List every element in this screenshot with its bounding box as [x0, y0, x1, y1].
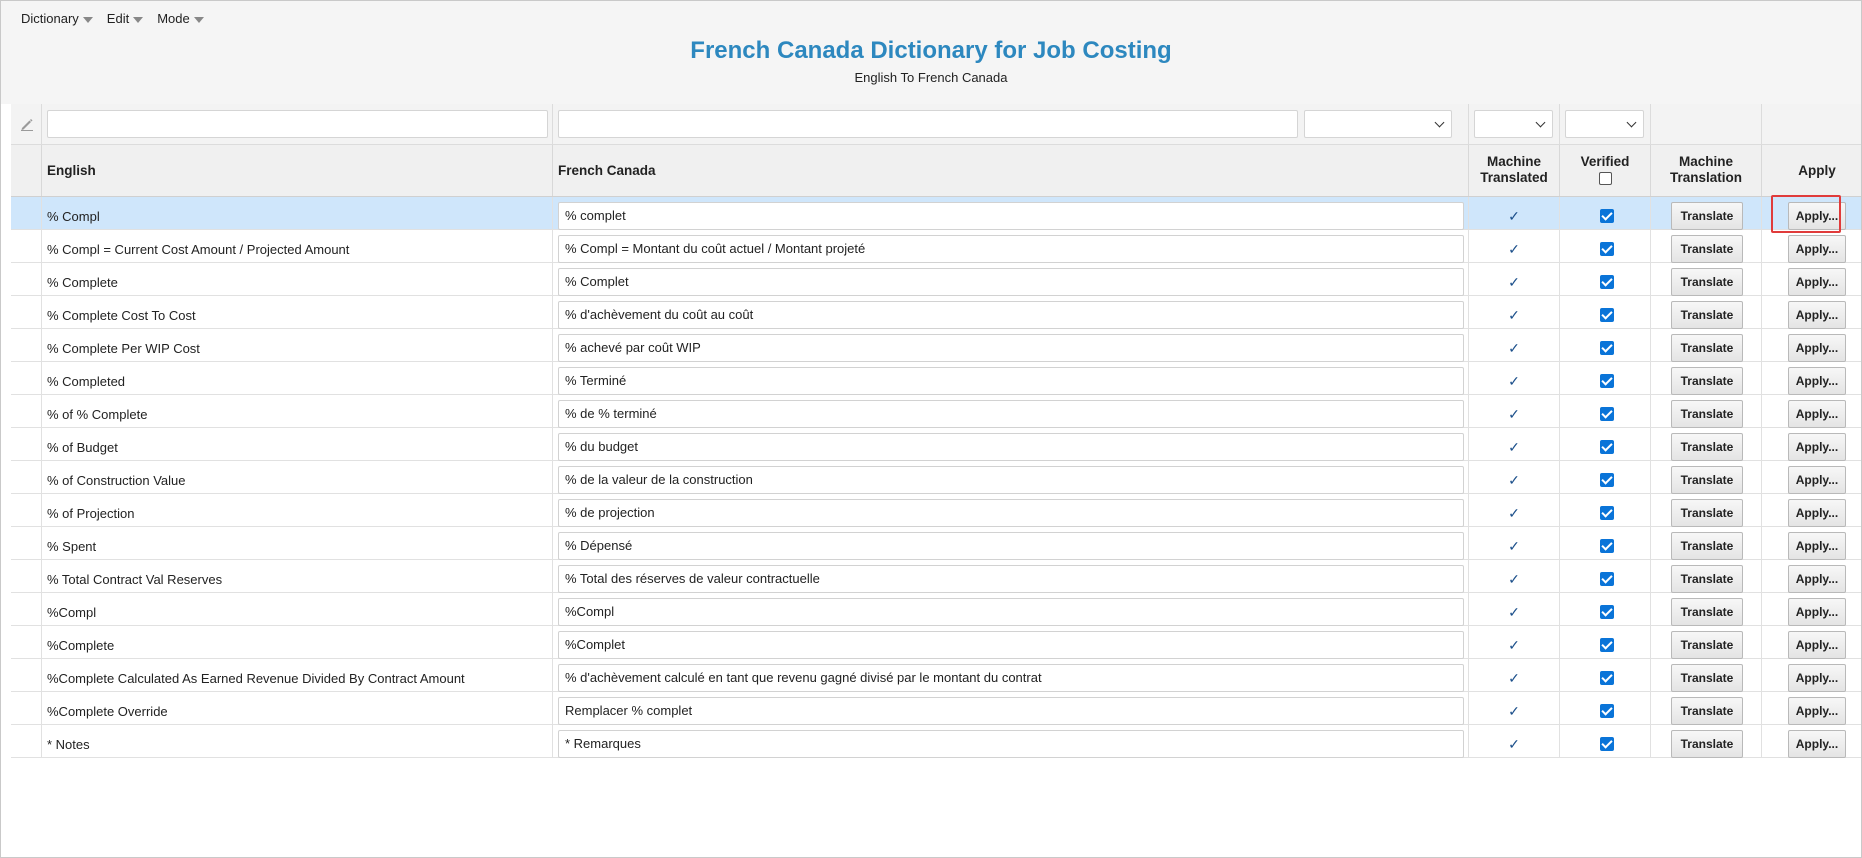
- english-term: % Completed: [47, 374, 126, 389]
- english-cell: [42, 230, 553, 262]
- english-term: % of Budget: [47, 440, 118, 455]
- english-term: % of % Complete: [47, 407, 148, 422]
- machine-translation-cell: [1651, 659, 1762, 691]
- machine-translated-cell: [1469, 527, 1560, 559]
- english-cell: [42, 296, 553, 328]
- table-row[interactable]: [11, 197, 1861, 230]
- machine-translated-cell: [1469, 494, 1560, 526]
- row-selector[interactable]: [11, 560, 42, 592]
- french-cell: [553, 494, 1469, 526]
- english-term: %Complete: [47, 638, 115, 653]
- english-cell: [42, 659, 553, 691]
- english-term: % Complete Cost To Cost: [47, 308, 196, 323]
- verified-cell: [1560, 593, 1651, 625]
- french-cell: [553, 329, 1469, 361]
- check-mark-icon: ✓: [1508, 670, 1520, 686]
- chevron-down-icon: [1627, 118, 1637, 128]
- apply-cell: [1762, 263, 1862, 295]
- column-header-label: French Canada: [558, 163, 656, 178]
- apply-button[interactable]: Apply...: [1788, 268, 1846, 296]
- machine-translated-cell: [1469, 197, 1560, 229]
- header-line: Translation: [1669, 170, 1742, 185]
- english-cell: [42, 263, 553, 295]
- verified-cell: [1560, 692, 1651, 724]
- verified-cell: [1560, 362, 1651, 394]
- column-header-machine-translation[interactable]: [1651, 145, 1762, 196]
- caret-down-icon: [83, 17, 93, 23]
- apply-cell: [1762, 659, 1862, 691]
- row-selector[interactable]: [11, 626, 42, 658]
- french-cell: [553, 626, 1469, 658]
- machine-translated-cell: [1469, 230, 1560, 262]
- header-line: Machine: [1678, 154, 1733, 169]
- french-cell: [553, 461, 1469, 493]
- edit-cell: [11, 104, 42, 144]
- machine-translation-cell: [1651, 395, 1762, 427]
- row-selector[interactable]: [11, 428, 42, 460]
- row-selector[interactable]: [11, 362, 42, 394]
- french-cell: [553, 395, 1469, 427]
- apply-cell: [1762, 395, 1862, 427]
- row-selector[interactable]: [11, 692, 42, 724]
- header-line: Machine: [1486, 154, 1541, 169]
- check-mark-icon: ✓: [1508, 241, 1520, 257]
- verified-checkbox[interactable]: [1600, 506, 1614, 520]
- machine-translation-cell: [1651, 626, 1762, 658]
- apply-cell: [1762, 692, 1862, 724]
- table-row[interactable]: [11, 659, 1861, 692]
- check-mark-icon: ✓: [1508, 472, 1520, 488]
- verified-checkbox[interactable]: [1600, 605, 1614, 619]
- verified-cell: [1560, 197, 1651, 229]
- english-cell: [42, 560, 553, 592]
- french-translation-input[interactable]: % de projection: [558, 499, 1464, 527]
- english-cell: [42, 494, 553, 526]
- french-translation-input[interactable]: % Dépensé: [558, 532, 1464, 560]
- verified-cell: [1560, 428, 1651, 460]
- machine-translated-cell: [1469, 659, 1560, 691]
- french-cell: [553, 428, 1469, 460]
- french-cell: [553, 527, 1469, 559]
- french-translation-input[interactable]: Remplacer % complet: [558, 697, 1464, 725]
- english-cell: [42, 725, 553, 757]
- menu-mode[interactable]: [157, 11, 204, 26]
- machine-translation-cell: [1651, 494, 1762, 526]
- row-selector[interactable]: [11, 494, 42, 526]
- filter-row: [11, 104, 1861, 145]
- table-row[interactable]: [11, 692, 1861, 725]
- menu-dictionary[interactable]: [21, 11, 93, 26]
- apply-button[interactable]: Apply...: [1788, 631, 1846, 659]
- french-filter-cell: [553, 104, 1469, 144]
- row-selector[interactable]: [11, 659, 42, 691]
- apply-button[interactable]: Apply...: [1788, 499, 1846, 527]
- apply-cell: [1762, 527, 1862, 559]
- machine-translated-cell: [1469, 296, 1560, 328]
- verified-checkbox[interactable]: [1600, 308, 1614, 322]
- apply-cell: [1762, 593, 1862, 625]
- apply-button[interactable]: Apply...: [1788, 334, 1846, 362]
- translate-button[interactable]: Translate: [1671, 499, 1743, 527]
- apply-button[interactable]: Apply...: [1788, 301, 1846, 329]
- apply-button[interactable]: Apply...: [1788, 565, 1846, 593]
- machine-translated-cell: [1469, 560, 1560, 592]
- column-header-row: [11, 145, 1861, 197]
- machine-translated-filter-select[interactable]: [1474, 110, 1553, 138]
- english-term: % Compl: [47, 209, 100, 224]
- machine-translation-cell: [1651, 428, 1762, 460]
- table-row[interactable]: [11, 494, 1861, 527]
- apply-button[interactable]: Apply...: [1788, 532, 1846, 560]
- machine-translated-cell: [1469, 263, 1560, 295]
- menu-label: Dictionary: [21, 11, 79, 26]
- table-row[interactable]: [11, 428, 1861, 461]
- verified-checkbox[interactable]: [1600, 539, 1614, 553]
- row-selector[interactable]: [11, 296, 42, 328]
- machine-translation-filter-cell: [1651, 104, 1762, 144]
- translate-button[interactable]: Translate: [1671, 466, 1743, 494]
- verified-cell: [1560, 659, 1651, 691]
- french-translation-input[interactable]: % achevé par coût WIP: [558, 334, 1464, 362]
- header-line: Verified: [1580, 154, 1630, 169]
- table-row[interactable]: [11, 560, 1861, 593]
- french-translation-input[interactable]: % complet: [558, 202, 1464, 230]
- translate-button[interactable]: Translate: [1671, 268, 1743, 296]
- english-term: % of Construction Value: [47, 473, 186, 488]
- machine-translation-cell: [1651, 692, 1762, 724]
- pencil-icon[interactable]: [20, 117, 34, 131]
- english-cell: [42, 395, 553, 427]
- english-cell: [42, 626, 553, 658]
- machine-translation-cell: [1651, 560, 1762, 592]
- menu-label: Mode: [157, 11, 190, 26]
- menu-bar: [21, 11, 204, 26]
- table-row[interactable]: [11, 527, 1861, 560]
- table-row[interactable]: [11, 329, 1861, 362]
- english-cell: [42, 593, 553, 625]
- row-selector[interactable]: [11, 395, 42, 427]
- check-mark-icon: ✓: [1508, 406, 1520, 422]
- check-mark-icon: ✓: [1508, 208, 1520, 224]
- apply-cell: [1762, 560, 1862, 592]
- table-row[interactable]: [11, 395, 1861, 428]
- english-filter-cell: [42, 104, 553, 144]
- row-selector[interactable]: [11, 329, 42, 361]
- french-cell: [553, 362, 1469, 394]
- check-mark-icon: ✓: [1508, 604, 1520, 620]
- caret-down-icon: [133, 17, 143, 23]
- french-translation-input[interactable]: % Compl = Montant du coût actuel / Montant projeté: [558, 235, 1464, 263]
- english-filter-input[interactable]: [47, 110, 548, 138]
- french-cell: [553, 593, 1469, 625]
- apply-button[interactable]: Apply...: [1788, 598, 1846, 626]
- apply-cell: [1762, 626, 1862, 658]
- translate-button[interactable]: Translate: [1671, 235, 1743, 263]
- apply-button[interactable]: Apply...: [1788, 433, 1846, 461]
- french-translation-input[interactable]: * Remarques: [558, 730, 1464, 758]
- apply-button[interactable]: Apply...: [1788, 664, 1846, 692]
- table-row[interactable]: [11, 593, 1861, 626]
- chevron-down-icon: [1435, 118, 1445, 128]
- header-line: Translated: [1480, 170, 1548, 185]
- verify-all-checkbox[interactable]: [1599, 172, 1612, 185]
- english-cell: [42, 461, 553, 493]
- column-header-label: Apply: [1798, 163, 1836, 178]
- translate-button[interactable]: Translate: [1671, 400, 1743, 428]
- caret-down-icon: [194, 17, 204, 23]
- verified-cell: [1560, 263, 1651, 295]
- row-selector[interactable]: [11, 461, 42, 493]
- verified-checkbox[interactable]: [1600, 209, 1614, 223]
- table-row[interactable]: [11, 461, 1861, 494]
- machine-translated-cell: [1469, 461, 1560, 493]
- english-term: % Spent: [47, 539, 97, 554]
- column-header-label: English: [47, 163, 96, 178]
- english-cell: [42, 197, 553, 229]
- english-term: %Complete Override: [47, 704, 168, 719]
- machine-translated-cell: [1469, 692, 1560, 724]
- verified-cell: [1560, 626, 1651, 658]
- verified-cell: [1560, 296, 1651, 328]
- english-cell: [42, 692, 553, 724]
- machine-translated-cell: [1469, 428, 1560, 460]
- translate-button[interactable]: Translate: [1671, 631, 1743, 659]
- english-term: %Complete Calculated As Earned Revenue Divided By Contract Amount: [47, 671, 465, 686]
- machine-translation-cell: [1651, 593, 1762, 625]
- machine-translation-cell: [1651, 725, 1762, 757]
- verified-cell: [1560, 527, 1651, 559]
- check-mark-icon: ✓: [1508, 439, 1520, 455]
- check-mark-icon: ✓: [1508, 736, 1520, 752]
- machine-translated-cell: [1469, 725, 1560, 757]
- english-cell: [42, 428, 553, 460]
- verified-checkbox[interactable]: [1600, 671, 1614, 685]
- machine-translated-cell: [1469, 362, 1560, 394]
- english-cell: [42, 527, 553, 559]
- row-header-spacer: [11, 145, 42, 196]
- apply-button[interactable]: Apply...: [1788, 730, 1846, 758]
- apply-button[interactable]: Apply...: [1788, 697, 1846, 725]
- verified-cell: [1560, 461, 1651, 493]
- verified-cell: [1560, 230, 1651, 262]
- column-header-apply[interactable]: [1762, 145, 1862, 196]
- french-translation-input[interactable]: % Complet: [558, 268, 1464, 296]
- french-translation-input[interactable]: % d'achèvement calculé en tant que revenu gagné divisé par le montant du contrat: [558, 664, 1464, 692]
- french-translation-input[interactable]: % de la valeur de la construction: [558, 466, 1464, 494]
- french-cell: [553, 725, 1469, 757]
- verified-checkbox[interactable]: [1600, 374, 1614, 388]
- verified-checkbox[interactable]: [1600, 638, 1614, 652]
- chevron-down-icon: [1536, 118, 1546, 128]
- french-translation-input[interactable]: % Total des réserves de valeur contractuelle: [558, 565, 1464, 593]
- page-header: [1, 1, 1861, 104]
- row-selector[interactable]: [11, 725, 42, 757]
- check-mark-icon: ✓: [1508, 505, 1520, 521]
- check-mark-icon: ✓: [1508, 571, 1520, 587]
- column-header-machine-translated[interactable]: [1469, 145, 1560, 196]
- machine-translation-cell: [1651, 527, 1762, 559]
- apply-button[interactable]: Apply...: [1788, 466, 1846, 494]
- verified-checkbox[interactable]: [1600, 407, 1614, 421]
- english-term: % of Projection: [47, 506, 135, 521]
- translate-button[interactable]: Translate: [1671, 202, 1743, 230]
- row-selector[interactable]: [11, 593, 42, 625]
- apply-cell: [1762, 461, 1862, 493]
- french-filter-input[interactable]: [558, 110, 1298, 138]
- menu-label: Edit: [106, 11, 130, 26]
- apply-button[interactable]: Apply...: [1788, 400, 1846, 428]
- verified-cell: [1560, 329, 1651, 361]
- machine-translated-cell: [1469, 329, 1560, 361]
- verified-checkbox[interactable]: [1600, 242, 1614, 256]
- apply-cell: [1762, 230, 1862, 262]
- machine-translation-cell: [1651, 263, 1762, 295]
- french-cell: [553, 296, 1469, 328]
- french-translation-input[interactable]: %Complet: [558, 631, 1464, 659]
- machine-translation-cell: [1651, 329, 1762, 361]
- check-mark-icon: ✓: [1508, 340, 1520, 356]
- french-cell: [553, 692, 1469, 724]
- check-mark-icon: ✓: [1508, 274, 1520, 290]
- row-selector[interactable]: [11, 230, 42, 262]
- apply-cell: [1762, 329, 1862, 361]
- apply-filter-cell: [1762, 104, 1862, 144]
- verified-checkbox[interactable]: [1600, 275, 1614, 289]
- apply-cell: [1762, 428, 1862, 460]
- row-selector[interactable]: [11, 263, 42, 295]
- translate-button[interactable]: Translate: [1671, 334, 1743, 362]
- translate-button[interactable]: Translate: [1671, 697, 1743, 725]
- translate-button[interactable]: Translate: [1671, 433, 1743, 461]
- machine-translation-cell: [1651, 230, 1762, 262]
- verified-checkbox[interactable]: [1600, 440, 1614, 454]
- column-header-label: [1469, 154, 1559, 186]
- column-header-label: [1560, 154, 1650, 185]
- verified-cell: [1560, 725, 1651, 757]
- column-header-english[interactable]: [42, 145, 553, 196]
- french-filter-select[interactable]: [1304, 110, 1452, 138]
- translate-button[interactable]: Translate: [1671, 301, 1743, 329]
- french-cell: [553, 659, 1469, 691]
- machine-translated-cell: [1469, 395, 1560, 427]
- table-row[interactable]: [11, 296, 1861, 329]
- menu-edit[interactable]: [107, 11, 143, 26]
- column-header-french[interactable]: [553, 145, 1469, 196]
- verified-cell: [1560, 395, 1651, 427]
- translate-button[interactable]: Translate: [1671, 598, 1743, 626]
- machine-translation-cell: [1651, 197, 1762, 229]
- machine-translation-cell: [1651, 296, 1762, 328]
- translate-button[interactable]: Translate: [1671, 664, 1743, 692]
- french-cell: [553, 197, 1469, 229]
- english-term: %Compl: [47, 605, 97, 620]
- apply-cell: [1762, 494, 1862, 526]
- column-header-label: [1651, 154, 1761, 186]
- english-term: % Total Contract Val Reserves: [47, 572, 223, 587]
- apply-cell: [1762, 296, 1862, 328]
- french-translation-input[interactable]: % Terminé: [558, 367, 1464, 395]
- check-mark-icon: ✓: [1508, 307, 1520, 323]
- english-term: % Compl = Current Cost Amount / Projected Amount: [47, 242, 350, 257]
- check-mark-icon: ✓: [1508, 373, 1520, 389]
- english-term: % Complete: [47, 275, 118, 290]
- french-cell: [553, 560, 1469, 592]
- french-cell: [553, 263, 1469, 295]
- verified-checkbox[interactable]: [1600, 572, 1614, 586]
- page-title: French Canada Dictionary for Job Costing: [690, 37, 1172, 64]
- apply-cell: [1762, 362, 1862, 394]
- french-translation-input[interactable]: % d'achèvement du coût au coût: [558, 301, 1464, 329]
- check-mark-icon: ✓: [1508, 703, 1520, 719]
- verified-checkbox[interactable]: [1600, 737, 1614, 751]
- apply-cell: [1762, 725, 1862, 757]
- translate-button[interactable]: Translate: [1671, 730, 1743, 758]
- machine-translation-cell: [1651, 461, 1762, 493]
- apply-button[interactable]: Apply...: [1788, 367, 1846, 395]
- verified-cell: [1560, 560, 1651, 592]
- page-subtitle: English To French Canada: [854, 70, 1008, 85]
- apply-button[interactable]: Apply...: [1788, 202, 1846, 230]
- french-translation-input[interactable]: % du budget: [558, 433, 1464, 461]
- verified-checkbox[interactable]: [1600, 704, 1614, 718]
- verified-checkbox[interactable]: [1600, 341, 1614, 355]
- table-row[interactable]: [11, 725, 1861, 758]
- table-row[interactable]: [11, 263, 1861, 296]
- machine-translated-filter-cell: [1469, 104, 1560, 144]
- table-row[interactable]: [11, 362, 1861, 395]
- table-row[interactable]: [11, 626, 1861, 659]
- english-cell: [42, 362, 553, 394]
- machine-translated-cell: [1469, 593, 1560, 625]
- row-selector[interactable]: [11, 527, 42, 559]
- english-cell: [42, 329, 553, 361]
- apply-cell: [1762, 197, 1862, 229]
- english-term: % Complete Per WIP Cost: [47, 341, 200, 356]
- french-translation-input[interactable]: %Compl: [558, 598, 1464, 626]
- machine-translation-cell: [1651, 362, 1762, 394]
- check-mark-icon: ✓: [1508, 538, 1520, 554]
- apply-button[interactable]: Apply...: [1788, 235, 1846, 263]
- verified-checkbox[interactable]: [1600, 473, 1614, 487]
- french-cell: [553, 230, 1469, 262]
- table-row[interactable]: [11, 230, 1861, 263]
- column-header-verified[interactable]: [1560, 145, 1651, 196]
- verified-filter-select[interactable]: [1565, 110, 1644, 138]
- check-mark-icon: ✓: [1508, 637, 1520, 653]
- french-translation-input[interactable]: % de % terminé: [558, 400, 1464, 428]
- translate-button[interactable]: Translate: [1671, 565, 1743, 593]
- verified-cell: [1560, 494, 1651, 526]
- row-selector[interactable]: [11, 197, 42, 229]
- english-term: * Notes: [47, 737, 90, 752]
- machine-translated-cell: [1469, 626, 1560, 658]
- translate-button[interactable]: Translate: [1671, 367, 1743, 395]
- verified-filter-cell: [1560, 104, 1651, 144]
- translate-button[interactable]: Translate: [1671, 532, 1743, 560]
